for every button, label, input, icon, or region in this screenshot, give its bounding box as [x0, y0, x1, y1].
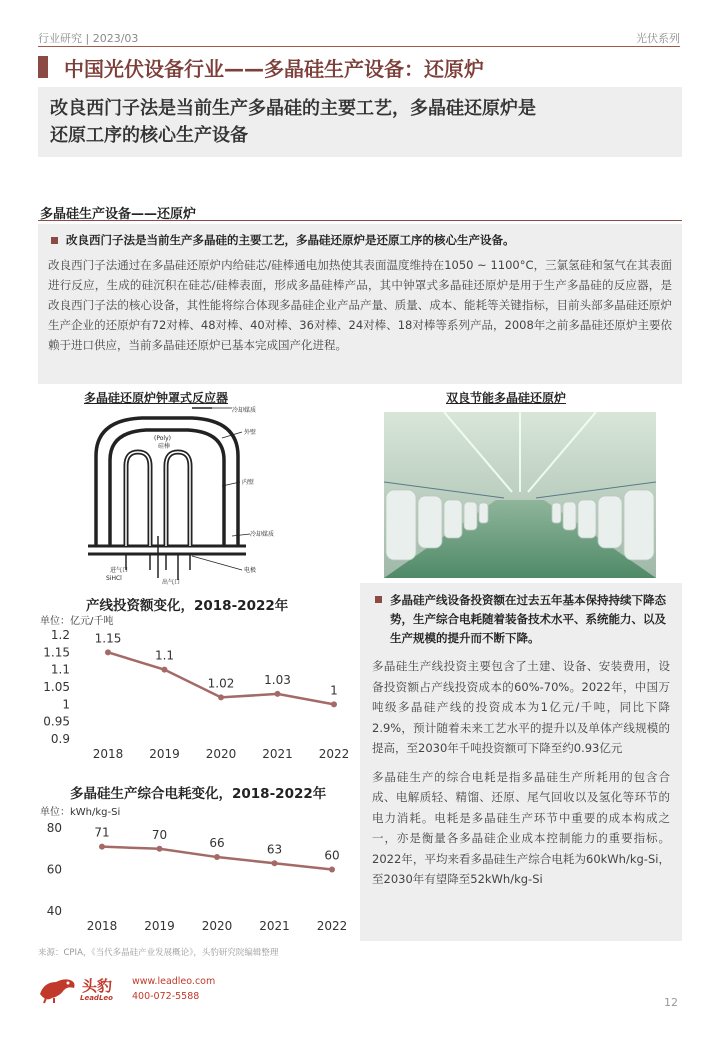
chart2-xtick: 2018 [86, 919, 118, 933]
chart1-ytick: 1 [62, 697, 70, 712]
footer-logo [38, 972, 238, 1006]
chart2-point [99, 844, 105, 850]
logo-english: LeadLeo [80, 994, 113, 1002]
chart1-point [218, 694, 224, 700]
chart1-data-label: 1.1 [154, 648, 175, 663]
chart2-data-label: 70 [151, 827, 168, 842]
rod-label: 硅棒 [158, 443, 171, 450]
inner-wall-label: 内壁 [242, 479, 255, 486]
chart1-point [331, 701, 337, 707]
chart1-ytick: 1.1 [50, 662, 70, 677]
chart1-ytick: 1.05 [43, 680, 70, 694]
page-number: 12 [664, 996, 678, 1009]
header-divider [38, 46, 680, 47]
chart2-xtick: 2021 [259, 919, 290, 933]
title-accent-bar [38, 56, 48, 78]
chart1-data-label: 1 [330, 683, 338, 698]
chart1-title: 产线投资额变化，2018-2022年 [86, 598, 289, 614]
section-bullet-text: 改良西门子法是当前生产多晶硅的主要工艺，多晶硅还原炉是还原工序的核心生产设备。 [66, 233, 515, 247]
footer-url[interactable]: www.leadleo.com [132, 976, 216, 987]
chart2-xtick: 2022 [316, 919, 348, 933]
chart2 [38, 812, 358, 938]
chart2-title: 多晶硅生产综合电耗变化，2018-2022年 [70, 786, 327, 802]
chart1-ytick: 1.15 [43, 645, 70, 660]
chart2-ytick: 80 [46, 821, 62, 835]
leopard-logo-icon [38, 972, 78, 1004]
chart2-point [272, 860, 278, 866]
chart2-ytick: 40 [46, 904, 62, 918]
chart2-point [329, 867, 335, 873]
factory-photo [384, 412, 656, 578]
subtitle-box [38, 87, 682, 157]
chart1-unit: 单位：亿元/千吨 [40, 616, 114, 627]
right-paragraph-2: 多晶硅生产的综合电耗是指多晶硅生产所耗用的包含合成、电解质轻、精馏、还原、尾气回收以及氢化等环节的电力消耗。电耗是多晶硅生产环节中重要的成本构成之一，亦是衡量各多晶硅企业成本控制能力的重要指标。2022年，平均来看多晶硅生产综合电耗为60kWh/kg-Si，至2030年有望降至52kWh/kg-Si [372, 769, 670, 886]
coolant-bottom-label: 冷却媒质 [250, 531, 275, 538]
chart2-ytick: 60 [46, 862, 62, 877]
chart1-xtick: 2021 [262, 747, 293, 761]
right-bullet [372, 591, 670, 648]
left-figure-caption: 多晶硅还原炉钟罩式反应器 [84, 391, 229, 405]
chart2-data-label: 66 [209, 836, 225, 851]
logo-name: 头豹 [82, 977, 113, 995]
outlet-label: 出气口 [162, 579, 181, 586]
section-box [38, 224, 682, 384]
chart1-xtick: 2018 [92, 747, 124, 761]
footer-tel: 400-072-5588 [132, 991, 200, 1002]
chart1-ytick: 0.9 [50, 732, 70, 746]
coolant-top-label: 冷却媒质 [232, 407, 257, 414]
chart2-data-label: 63 [266, 842, 283, 857]
right-paragraph-1: 多晶硅生产线投资主要包含了土建、设备、安装费用，设备投资额占产线投资成本的60%-70%。2022年，中国万吨级多晶硅产线的投资成本为1亿元/千吨，同比下降2.9%，预计随着未来工艺水平的提升以及单体产线规模的提高，至2030年千吨投资额可下降至约0.93亿元 [372, 659, 670, 755]
bullet-square-icon [375, 596, 382, 603]
chart1-xtick: 2022 [318, 747, 350, 761]
chart1-xtick: 2019 [149, 747, 180, 761]
chart2-unit: 单位：kWh/kg-Si [40, 807, 121, 818]
outer-wall-label: 外壁 [244, 429, 257, 436]
bullet-square-icon [51, 237, 58, 244]
right-bullet-text: 多晶硅产线设备投资额在过去五年基本保持持续下降态势，生产综合电耗随着装备技术水平、系统能力、以及生产规模的提升而不断下降。 [390, 593, 666, 645]
chart1-ytick: 0.95 [43, 714, 70, 729]
chart2-xtick: 2019 [144, 919, 175, 933]
subtitle-line-2: 还原工序的核心生产设备 [50, 125, 248, 146]
right-box [360, 583, 682, 941]
header-left: 行业研究 | 2023/03 [38, 32, 139, 45]
poly-label: (Poly) [154, 435, 171, 442]
electrode-label: 电极 [244, 567, 257, 574]
chart1-data-label: 1.03 [264, 672, 291, 687]
source-note: 来源：CPIA，《当代多晶硅产业发展概论》，头豹研究院编辑整理 [38, 948, 279, 958]
reactor-diagram [82, 406, 292, 586]
section-paragraph: 改良西门子法通过在多晶硅还原炉内给硅芯/硅棒通电加热使其表面温度维持在1050 ~ 1100°C，三氯氢硅和氢气在其表面进行反应，生成的硅沉积在硅芯/硅棒表面，形成多晶硅棒产品，其中钟罩式多晶硅还原炉是用于生产多晶硅的反应器，是改良西门子法的核心设备，其性能将综合体现多晶硅企业产品产量、质量、成本、能耗等关键指标，目前头部多晶硅还原炉生产企业的还原炉有72对棒、48对棒、40对棒、36对棒、24对棒、18对棒等系列产品，2008年之前多晶硅还原炉主要依赖于进口供应，当前多晶硅还原炉已基本完成国产化进程。 [48, 258, 672, 352]
chart2-point [157, 846, 163, 852]
chart2-data-label: 60 [324, 848, 340, 863]
chart2-point [214, 854, 220, 860]
right-figure-caption: 双良节能多晶硅还原炉 [446, 391, 567, 405]
inlet-gas-label: SiHCl [106, 575, 122, 582]
chart1-data-label: 1.15 [94, 631, 122, 646]
header-right: 光伏系列 [636, 32, 680, 45]
chart1-point [105, 649, 111, 655]
chart2-data-label: 71 [94, 825, 110, 840]
chart1-point [275, 691, 281, 697]
subtitle-line-1: 改良西门子法是当前生产多晶硅的主要工艺，多晶硅还原炉是 [50, 98, 536, 119]
chart1-point [162, 667, 168, 673]
chart1 [38, 622, 358, 770]
chart1-xtick: 2020 [205, 747, 237, 761]
inlet-label: 进气口 [110, 567, 129, 574]
section-title: 多晶硅生产设备——还原炉 [40, 207, 197, 222]
chart1-ytick: 1.2 [50, 628, 70, 642]
section-divider [38, 220, 682, 221]
page-title: 中国光伏设备行业——多晶硅生产设备：还原炉 [64, 57, 484, 81]
section-bullet [48, 232, 672, 249]
chart1-data-label: 1.02 [207, 676, 235, 691]
chart2-xtick: 2020 [201, 919, 233, 933]
